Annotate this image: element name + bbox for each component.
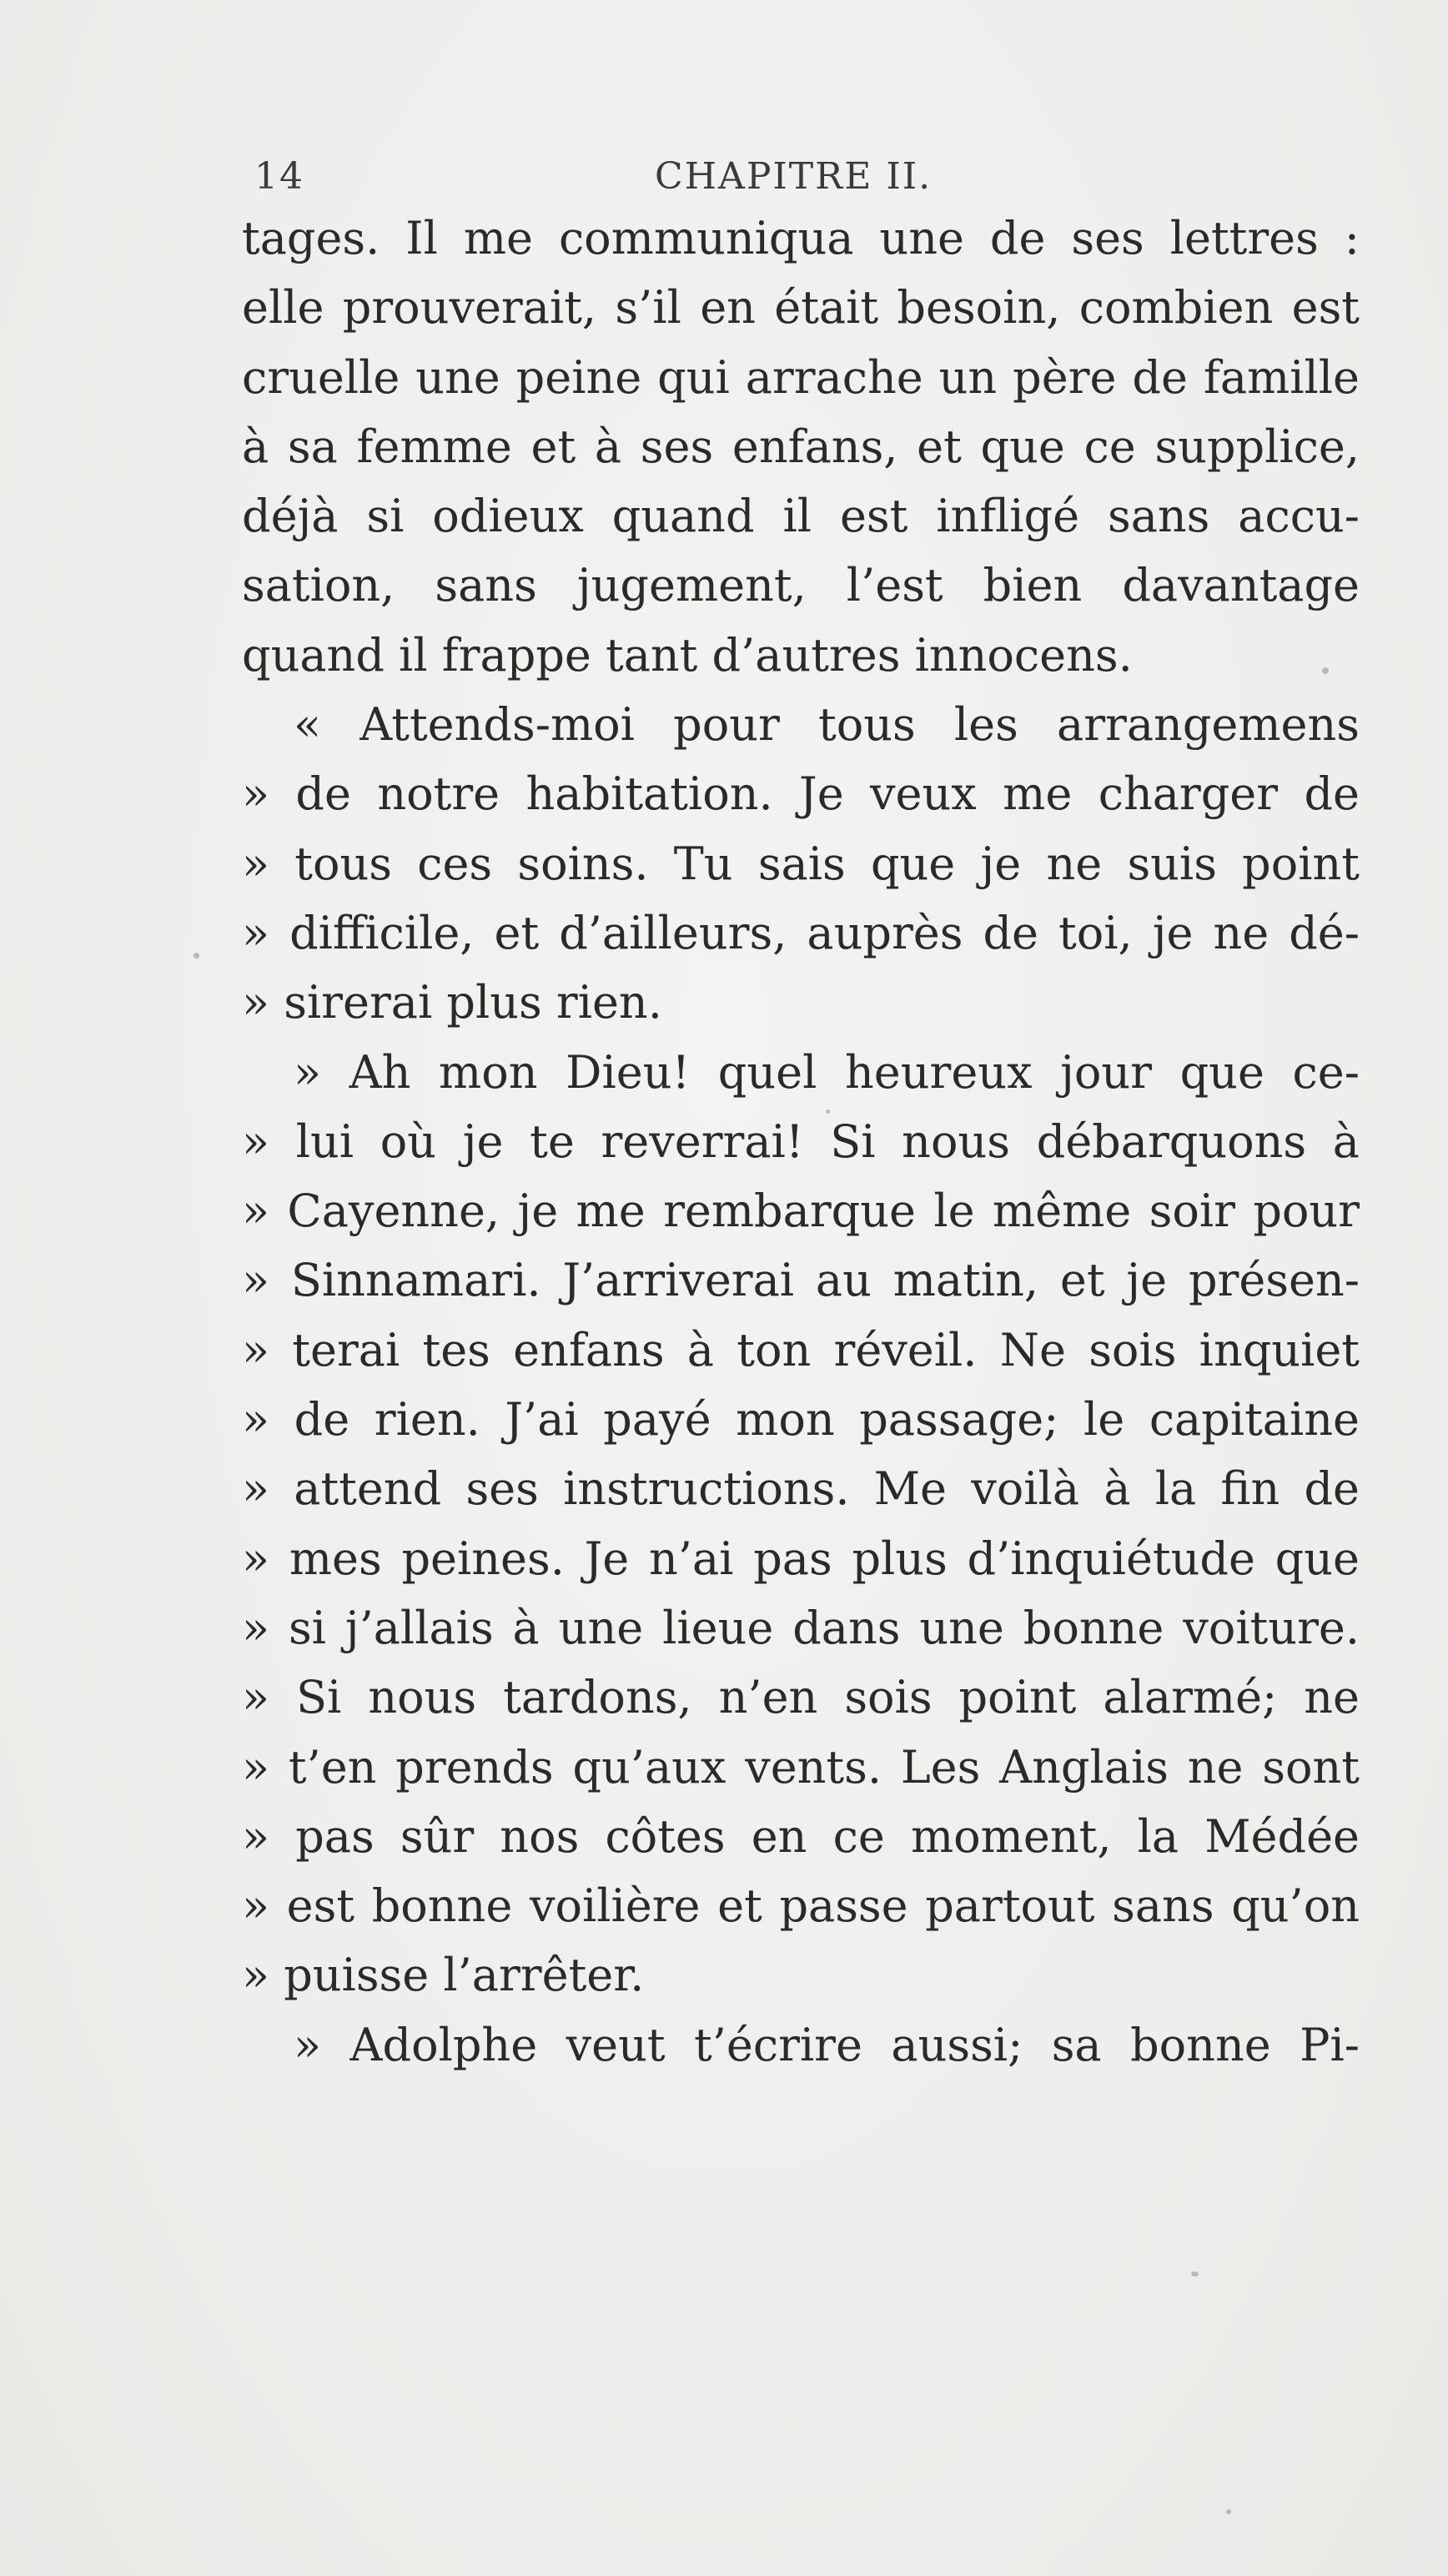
paper-speck <box>826 1109 830 1114</box>
text-line: » Cayenne, je me rembarque le même soir pour <box>242 1185 1360 1238</box>
text-line: » sirerai plus rien. <box>242 976 662 1029</box>
text-line: » mes peines. Je n’ai pas plus d’inquiétude que <box>242 1532 1360 1585</box>
paper-speck <box>1322 667 1329 674</box>
text-line: « Attends-moi pour tous les arrangemens <box>294 698 1360 752</box>
page-number: 14 <box>254 155 304 198</box>
running-head <box>254 155 1339 205</box>
text-line: » lui où je te reverrai! Si nous débarquons à <box>242 1114 1360 1168</box>
text-line: » difficile, et d’ailleurs, auprès de toi, je ne dé- <box>242 906 1360 959</box>
text-line: » Sinnamari. J’arriverai au matin, et je présen- <box>242 1254 1360 1307</box>
text-line: » t’en prends qu’aux vents. Les Anglais ne sont <box>242 1740 1360 1794</box>
text-line: » si j’allais à une lieue dans une bonne voiture. <box>242 1601 1360 1654</box>
text-line: » Ah mon Dieu! quel heureux jour que ce- <box>294 1045 1360 1099</box>
text-line: » attend ses instructions. Me voilà à la fin de <box>242 1462 1360 1516</box>
text-line: » est bonne voilière et passe partout sans qu’on <box>242 1879 1360 1933</box>
text-line: sation, sans jugement, l’est bien davantage <box>242 559 1360 612</box>
text-line: » de notre habitation. Je veux me charger de <box>242 767 1360 821</box>
text-line: à sa femme et à ses enfans, et que ce supplice, <box>242 420 1360 473</box>
text-line: » puisse l’arrêter. <box>242 1949 645 2002</box>
paper-speck <box>1191 2272 1199 2277</box>
text-line: » tous ces soins. Tu sais que je ne suis point <box>242 837 1360 890</box>
text-line: » Si nous tardons, n’en sois point alarmé; ne <box>242 1671 1360 1724</box>
body-text <box>242 204 1360 2080</box>
text-line: » de rien. J’ai payé mon passage; le capitaine <box>242 1393 1360 1446</box>
text-line: » Adolphe veut t’écrire aussi; sa bonne Pi- <box>294 2018 1360 2071</box>
text-line: » pas sûr nos côtes en ce moment, la Médée <box>242 1809 1360 1863</box>
paper-speck <box>194 953 199 958</box>
chapter-title: CHAPITRE II. <box>655 155 933 198</box>
text-line: tages. Il me communiqua une de ses lettres : <box>242 212 1360 264</box>
paper-speck <box>1226 2509 1231 2514</box>
text-line: » terai tes enfans à ton réveil. Ne sois inquiet <box>242 1323 1360 1376</box>
text-line: quand il frappe tant d’autres innocens. <box>242 628 1133 682</box>
text-line: cruelle une peine qui arrache un père de famille <box>242 350 1360 404</box>
text-line: elle prouverait, s’il en était besoin, combien est <box>242 281 1360 335</box>
text-line: déjà si odieux quand il est infligé sans accu- <box>242 490 1360 543</box>
